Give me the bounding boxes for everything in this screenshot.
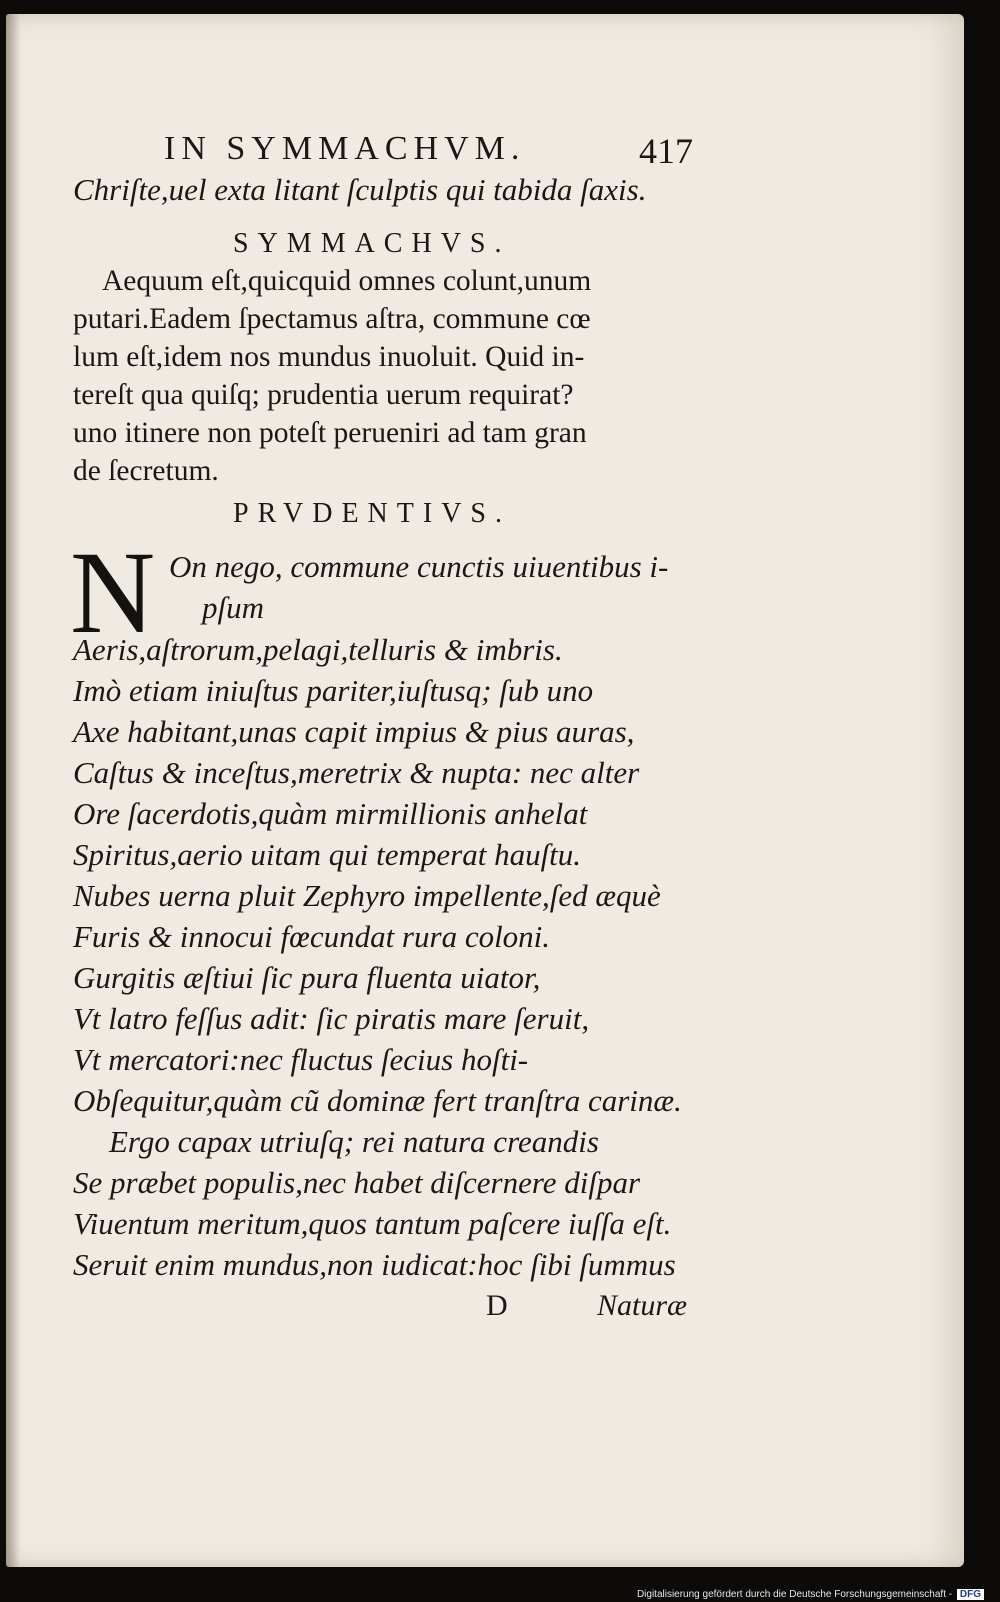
verse-line: Caſtus & inceſtus,meretrix & nupta: nec alter	[73, 755, 640, 790]
digitization-credit	[637, 1589, 984, 1600]
verse-line: Ergo capax utriuſq; rei natura creandis	[109, 1124, 599, 1159]
verse-line: Nubes uerna pluit Zephyro impellente,ſed æquè	[73, 878, 661, 913]
page-gutter-shadow	[6, 14, 20, 1567]
verse-line-first-cont: pſum	[202, 590, 264, 625]
verse-line: Vt mercatori:nec fluctus ſecius hoſti-	[73, 1042, 529, 1077]
signature-mark: D	[486, 1289, 508, 1322]
running-head: IN SYMMACHVM.	[164, 130, 526, 167]
verse-line: Axe habitant,unas capit impius & pius auras,	[73, 714, 635, 749]
verse-line-first: On nego, commune cunctis uiuentibus i-	[169, 549, 669, 584]
verse-line: Gurgitis æſtiui ſic pura fluenta uiator,	[73, 960, 541, 995]
prose-line: Aequum eſt,quicquid omnes colunt,unum	[102, 265, 592, 297]
prose-line: de ſecretum.	[73, 455, 219, 487]
verse-line: Spiritus,aerio uitam qui temperat hauſtu.	[73, 837, 582, 872]
verse-line-opening: Chriſte,uel exta litant ſculptis qui tabida ſaxis.	[73, 172, 647, 207]
verse-line: Se præbet populis,nec habet diſcernere diſpar	[73, 1165, 641, 1200]
catchword: Naturæ	[597, 1289, 688, 1322]
drop-cap: N	[70, 527, 156, 658]
prose-line: tereſt qua quiſq; prudentia uerum requirat?	[73, 379, 574, 411]
verse-line: Vt latro feſſus adit: ſic piratis mare ſeruit,	[73, 1001, 590, 1036]
verse-line: Furis & innocui fœcundat rura coloni.	[73, 919, 551, 954]
verse-line: Seruit enim mundus,non iudicat:hoc ſibi ſummus	[73, 1247, 676, 1282]
book-page	[6, 14, 964, 1567]
prose-line: lum eſt,idem nos mundus inuoluit. Quid in-	[73, 341, 585, 373]
speaker-heading-prudentius: PRVDENTIVS.	[233, 498, 511, 529]
page-number: 417	[639, 131, 693, 171]
verse-line: Ore ſacerdotis,quàm mirmillionis anhelat	[73, 796, 588, 831]
prose-line: uno itinere non poteſt perueniri ad tam gran	[73, 417, 587, 449]
prose-line: putari.Eadem ſpectamus aſtra, commune cœ	[73, 303, 591, 335]
speaker-heading-symmachus: SYMMACHVS.	[233, 228, 511, 259]
verse-line: Viuentum meritum,quos tantum paſcere iuſſa eſt.	[73, 1206, 672, 1241]
verse-line: Imò etiam iniuſtus pariter,iuſtusq; ſub uno	[73, 673, 594, 708]
verse-line: Obſequitur,quàm cũ dominæ fert tranſtra carinæ.	[73, 1083, 682, 1118]
credit-text: Digitalisierung gefördert durch die Deutsche Forschungsgemeinschaft -	[636, 1589, 953, 1600]
verse-line: Aeris,aſtrorum,pelagi,telluris & imbris.	[73, 632, 563, 667]
dfg-logo: DFG	[957, 1589, 984, 1600]
